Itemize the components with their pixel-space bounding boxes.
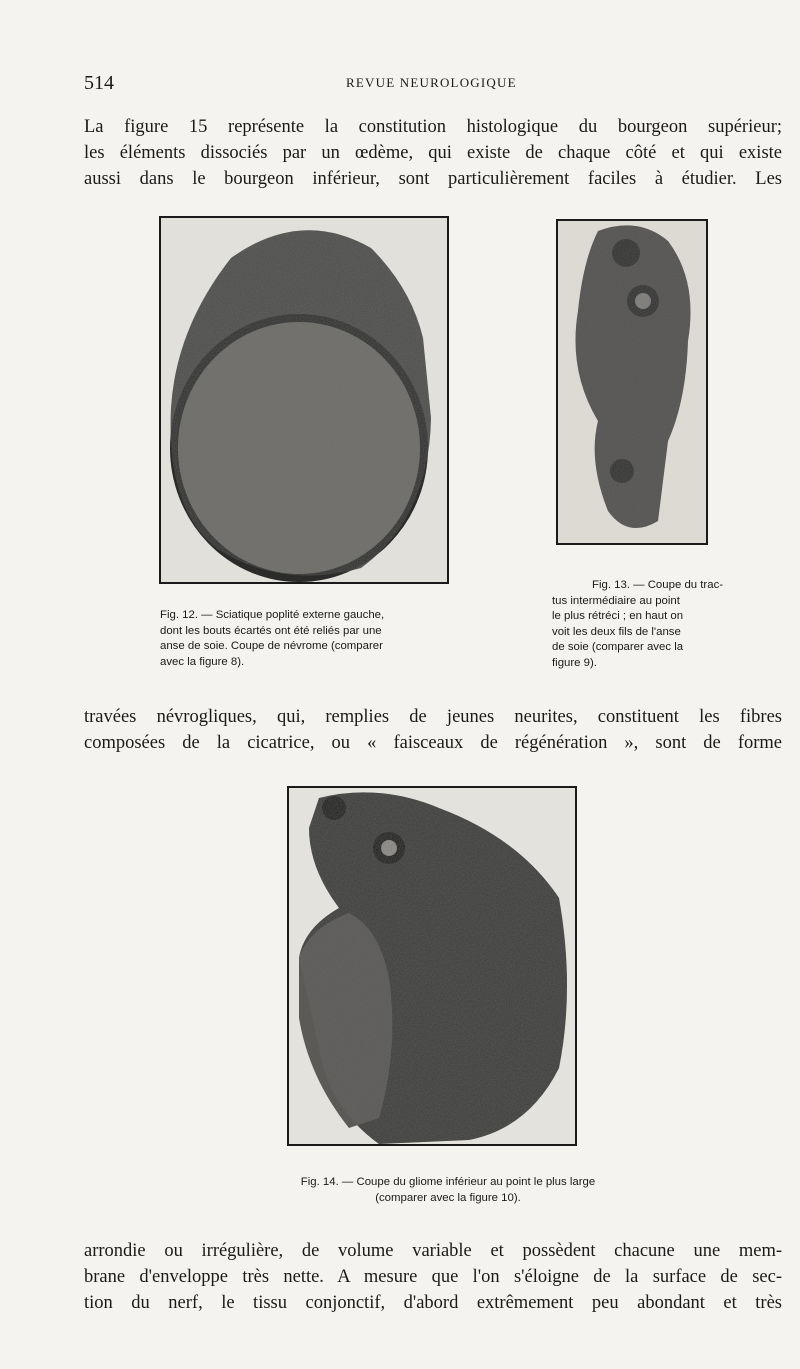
running-head [84, 72, 744, 96]
figure-14-micrograph [287, 786, 577, 1146]
journal-title: REVUE NEUROLOGIQUE [346, 75, 517, 90]
caption-line: Fig. 12. — Sciatique poplité externe gauche, [160, 609, 385, 621]
caption-line: dont les bouts écartés ont été reliés par une [160, 624, 382, 637]
text-line: tion du nerf, le tissu conjonctif, d'abord extrêmement peu abondant et très [84, 1293, 782, 1313]
page-number: 514 [84, 72, 114, 94]
caption-line: voit les deux fils de l'anse [552, 625, 681, 638]
caption-line: Fig. 13. — Coupe du trac- [592, 579, 724, 591]
text-line: arrondie ou irrégulière, de volume variable et possèdent chacune une mem- [84, 1241, 782, 1261]
text-line: brane d'enveloppe très nette. A mesure que l'on s'éloigne de la surface de sec- [84, 1267, 782, 1287]
figure-14-caption [258, 1175, 638, 1206]
text-line: les éléments dissociés par un œdème, qui existe de chaque côté et qui existe [84, 143, 782, 163]
caption-line: Fig. 14. — Coupe du gliome inférieur au point le plus large [300, 1176, 596, 1188]
figure-12-caption [160, 608, 450, 670]
paragraph-3 [84, 1238, 782, 1316]
paragraph-1 [84, 114, 782, 192]
figure-13-caption [552, 578, 732, 671]
figure-13-micrograph [556, 219, 708, 545]
caption-line: avec la figure 8). [160, 655, 245, 668]
text-line: travées névrogliques, qui, remplies de jeunes neurites, constituent les fibres [84, 707, 782, 727]
caption-line: (comparer avec la figure 10). [375, 1191, 521, 1204]
caption-line: de soie (comparer avec la [552, 641, 684, 653]
caption-line: tus intermédiaire au point [552, 594, 680, 607]
paragraph-2 [84, 704, 782, 756]
text-line: aussi dans le bourgeon inférieur, sont particulièrement faciles à étudier. Les [84, 169, 782, 189]
caption-line: figure 9). [552, 656, 597, 669]
caption-line: anse de soie. Coupe de névrome (comparer [160, 640, 383, 652]
text-line: composées de la cicatrice, ou « faisceaux de régénération », sont de forme [84, 733, 782, 753]
text-line: La figure 15 représente la constitution histologique du bourgeon supérieur; [84, 117, 782, 137]
caption-line: le plus rétréci ; en haut on [552, 610, 684, 622]
figure-12-micrograph [159, 216, 449, 584]
